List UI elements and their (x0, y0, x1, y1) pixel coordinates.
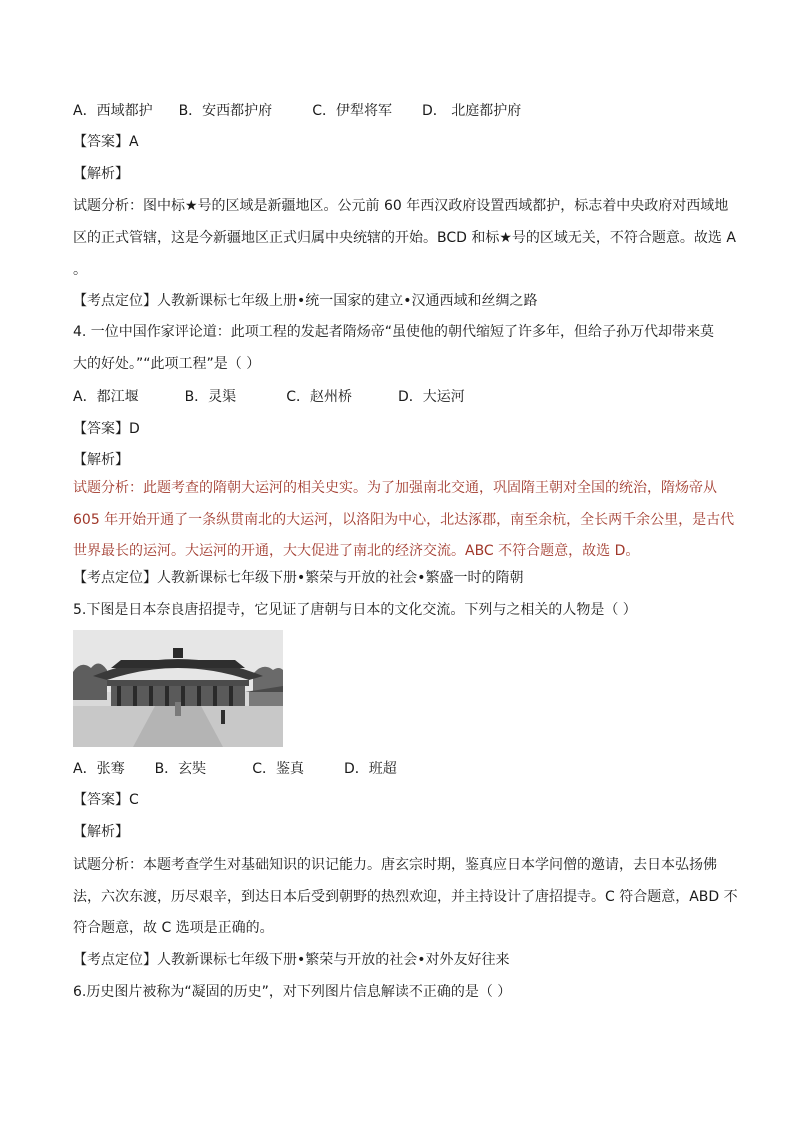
q5-analysis-label: 【解析】 (73, 824, 129, 840)
q3-point: 【考点定位】人教新课标七年级上册•统一国家的建立•汉通西域和丝绸之路 (73, 293, 538, 309)
q5-option-a: A．张骞 (73, 761, 125, 777)
q3-options (73, 102, 723, 120)
q4-analysis-line-2: 605 年开始开通了一条纵贯南北的大运河，以洛阳为中心，北达涿郡，南至余杭，全长两千余公里，是古代 (73, 512, 735, 528)
q3-option-c: C．伊犁将军 (312, 103, 392, 119)
q4-point: 【考点定位】人教新课标七年级下册•繁荣与开放的社会•繁盛一时的隋朝 (73, 570, 524, 586)
q3-option-a: A．西域都护 (73, 103, 153, 119)
q3-analysis-line-2: 区的正式管辖，这是今新疆地区正式归属中央统辖的开始。BCD 和标★号的区域无关，不符合题意。故选 A (73, 230, 736, 246)
q3-option-b: B．安西都护府 (178, 103, 273, 119)
q5-option-d: D．班超 (343, 761, 397, 777)
toshodaiji-temple-photo (73, 630, 283, 747)
q3-option-d: D． 北庭都护府 (421, 103, 522, 119)
q3-analysis-line-3: 。 (73, 262, 87, 278)
q4-analysis-line-1: 试题分析：此题考查的隋朝大运河的相关史实。为了加强南北交通，巩固隋王朝对全国的统治，隋炀帝从 (73, 480, 717, 496)
q6-question: 6.历史图片被称为“凝固的历史”，对下列图片信息解读不正确的是（ ） (73, 984, 512, 1000)
q4-option-b: B．灵渠 (184, 389, 237, 405)
q5-analysis-line-1: 试题分析：本题考查学生对基础知识的识记能力。唐玄宗时期，鉴真应日本学问僧的邀请，去日本弘扬佛 (73, 857, 717, 873)
q5-analysis-line-3: 符合题意，故 C 选项是正确的。 (73, 920, 274, 936)
q4-question-line-2: 大的好处。”“此项工程”是（ ） (73, 356, 261, 372)
q5-analysis-line-2: 法，六次东渡，历尽艰辛，到达日本后受到朝野的热烈欢迎，并主持设计了唐招提寺。C 符合题意，ABD 不 (73, 889, 738, 905)
q4-question-line-1: 4. 一位中国作家评论道：此项工程的发起者隋炀帝“虽使他的朝代缩短了许多年，但给子孙万代却带来莫 (73, 324, 715, 340)
q4-option-d: D．大运河 (397, 389, 465, 405)
q5-option-c: C．鉴真 (252, 761, 304, 777)
q4-analysis-label: 【解析】 (73, 452, 129, 468)
q3-analysis-label: 【解析】 (73, 166, 129, 182)
q5-answer: 【答案】C (73, 792, 139, 808)
q5-question: 5.下图是日本奈良唐招提寺，它见证了唐朝与日本的文化交流。下列与之相关的人物是（ ） (73, 602, 637, 618)
q3-answer: 【答案】A (73, 134, 139, 150)
q5-option-b: B．玄奘 (154, 761, 207, 777)
q4-options (73, 388, 723, 406)
q5-options (73, 760, 723, 778)
q3-analysis-line-1: 试题分析：图中标★号的区域是新疆地区。公元前 60 年西汉政府设置西域都护，标志着中央政府对西域地 (73, 198, 729, 214)
q4-analysis-line-3: 世界最长的运河。大运河的开通，大大促进了南北的经济交流。ABC 不符合题意，故选 D。 (73, 543, 640, 559)
q5-point: 【考点定位】人教新课标七年级下册•繁荣与开放的社会•对外友好往来 (73, 952, 510, 968)
q4-option-a: A．都江堰 (73, 389, 139, 405)
q4-option-c: C．赵州桥 (286, 389, 352, 405)
q4-answer: 【答案】D (73, 421, 140, 437)
